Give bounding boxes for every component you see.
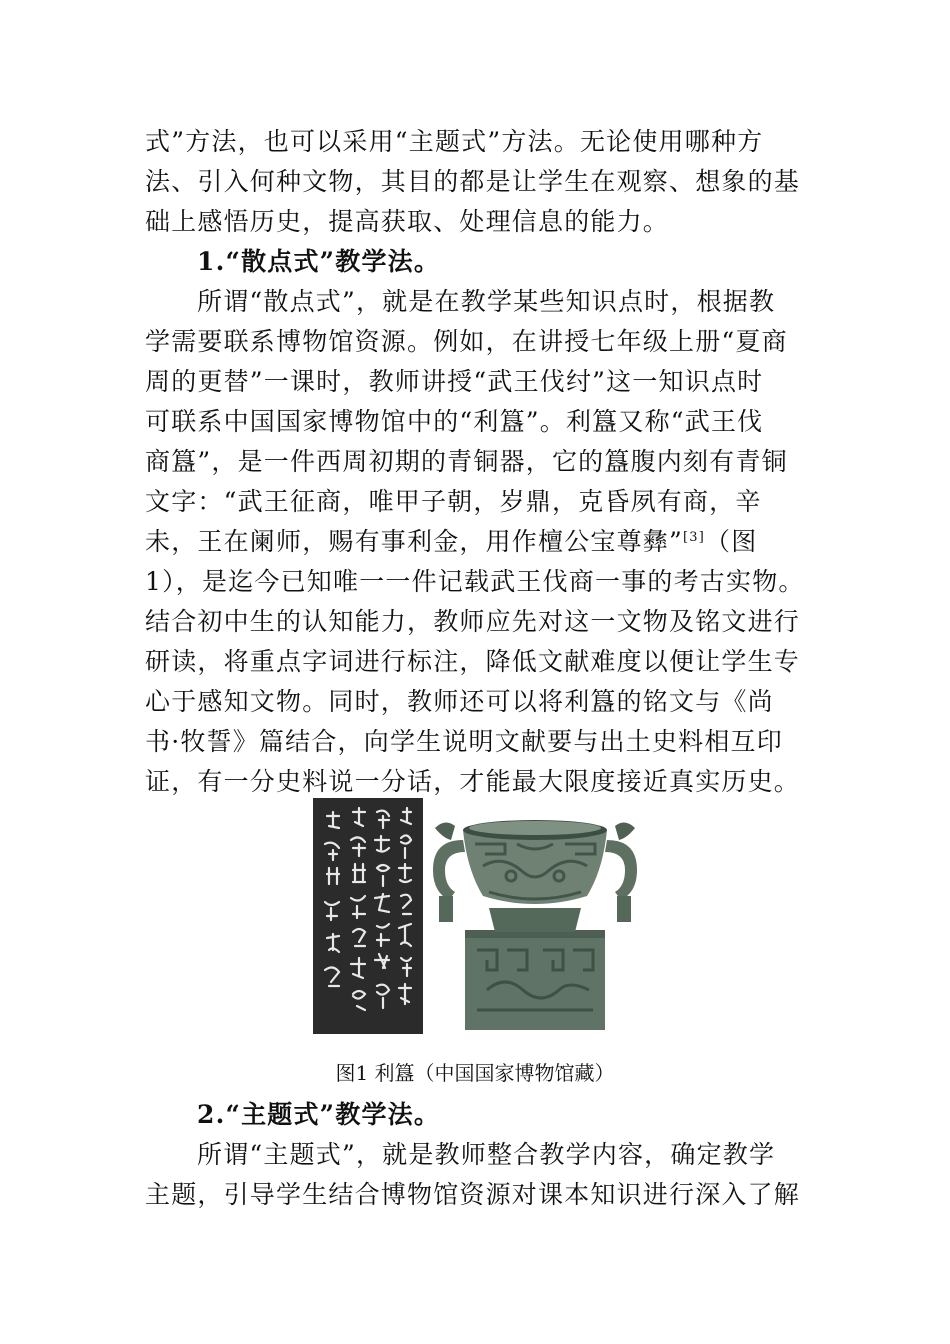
text-line: 所谓“散点式”，就是在教学某些知识点时，根据教 — [197, 287, 776, 316]
text-line: 证，有一分史料说一分话，才能最大限度接近真实历史。 — [145, 767, 801, 796]
text-line-with-citation — [145, 522, 785, 562]
section-heading-scatter: 1.“散点式”教学法。 — [197, 247, 441, 276]
paragraph-intro — [145, 122, 805, 802]
text-fragment: （图 — [705, 527, 758, 556]
figure-images — [313, 798, 643, 1036]
text-line: 式”方法，也可以采用“主题式”方法。无论使用哪种方 — [145, 127, 764, 156]
text-line: 主题，引导学生结合博物馆资源对课本知识进行深入了解 — [145, 1180, 801, 1209]
text-line: 心于感知文物。同时，教师还可以将利簋的铭文与《尚 — [145, 687, 774, 716]
text-line: 商簋”，是一件西周初期的青铜器，它的簋腹内刻有青铜 — [145, 447, 788, 476]
text-line: 结合初中生的认知能力，教师应先对这一文物及铭文进行 — [145, 607, 801, 636]
text-line: 学需要联系博物馆资源。例如，在讲授七年级上册“夏商 — [145, 327, 788, 356]
li-gui-bronze-vessel-image — [427, 800, 643, 1036]
section-heading-theme: 2.“主题式”教学法。 — [197, 1100, 441, 1129]
text-line: 可联系中国国家博物馆中的“利簋”。利簋又称“武王伐 — [145, 407, 764, 436]
text-line: 文字：“武王征商，唯甲子朝，岁鼎，克昏夙有商，辛 — [145, 487, 762, 516]
text-line: 周的更替”一课时，教师讲授“武王伐纣”这一知识点时 — [145, 367, 764, 396]
text-line: 所谓“主题式”，就是教师整合教学内容，确定教学 — [197, 1140, 776, 1169]
figure-caption: 图1 利簋（中国国家博物馆藏） — [335, 1061, 615, 1085]
text-line: 1），是迄今已知唯一一件记载武王伐商一事的考古实物。 — [145, 567, 805, 596]
text-line: 研读，将重点字词进行标注，降低文献难度以便让学生专 — [145, 647, 801, 676]
text-line: 础上感悟历史，提高获取、处理信息的能力。 — [145, 207, 670, 236]
inscription-rubbing-image — [313, 798, 423, 1034]
text-fragment: 未，王在阑师，赐有事利金，用作檀公宝尊彝” — [145, 527, 683, 556]
text-line: 法、引入何种文物，其目的都是让学生在观察、想象的基 — [145, 167, 801, 196]
text-line: 书·牧誓》篇结合，向学生说明文献要与出土史料相互印 — [145, 727, 783, 756]
citation-ref[interactable]: [3] — [682, 530, 705, 545]
paragraph-theme — [145, 1095, 801, 1215]
